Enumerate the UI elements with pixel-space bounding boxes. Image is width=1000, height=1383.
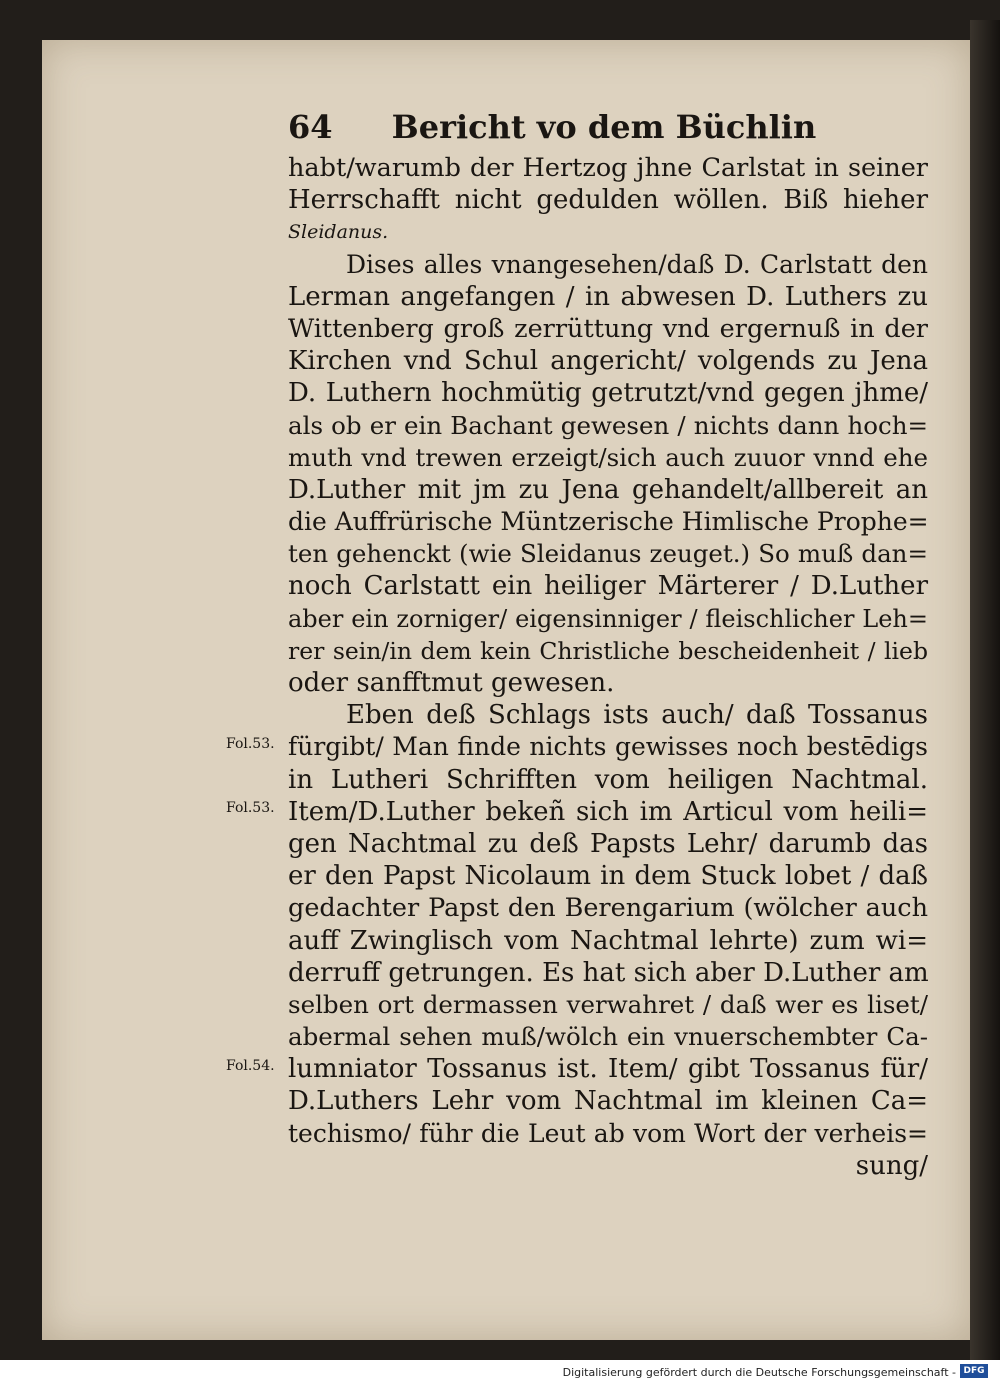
marginal-note: Fol.54. <box>226 1058 275 1074</box>
text-line: D.Luther mit jm zu Jena gehandelt/allbereit an <box>288 474 928 505</box>
dfg-logo-icon: DFG <box>960 1364 988 1378</box>
text-line: Lerman angefangen / in abwesen D. Luthers zu <box>288 281 928 312</box>
text-line: habt/warumb der Hertzog jhne Carlstat in seiner <box>288 153 928 183</box>
text-line: lumniator Tossanus ist. Item/ gibt Tossanus für/ <box>288 1054 928 1085</box>
text-line: fürgibt/ Man finde nichts gewisses noch bestēdigs <box>288 732 928 762</box>
text-line: als ob er ein Bachant gewesen / nichts dann hoch= <box>288 410 928 440</box>
text-line: Sleidanus. <box>288 221 389 244</box>
footer-credit: Digitalisierung gefördert durch die Deutsche Forschungsgemeinschaft - <box>562 1366 956 1379</box>
text-line: in Lutheri Schrifften vom heiligen Nachtmal. <box>288 764 928 795</box>
text-line: gedachter Papst den Berengarium (wölcher auch <box>288 893 928 924</box>
book-edge <box>970 20 1000 1360</box>
text-line: abermal sehen muß/wölch ein vnuerschembter Ca- <box>288 1022 928 1052</box>
text-line: gen Nachtmal zu deß Papsts Lehr/ darumb das <box>288 828 928 859</box>
text-line: oder sanfftmut gewesen. <box>288 668 615 698</box>
text-line: Herrschafft nicht gedulden wöllen. Biß hieher <box>288 185 928 216</box>
text-line: D. Luthern hochmütig getrutzt/vnd gegen jhme/ <box>288 378 928 409</box>
body-text <box>288 152 928 1182</box>
running-header <box>288 108 928 146</box>
text-line: noch Carlstatt ein heiliger Märterer / D.Luther <box>288 571 928 602</box>
text-line: die Auffrürische Müntzerische Himlische Prophe= <box>288 507 929 537</box>
page-number: 64 <box>288 108 333 146</box>
marginal-note: Fol.53. <box>226 800 275 816</box>
text-line: derruff getrungen. Es hat sich aber D.Luther am <box>288 957 929 988</box>
catchword: sung/ <box>855 1150 928 1181</box>
text-line: auff Zwinglisch vom Nachtmal lehrte) zum wi= <box>288 925 928 956</box>
text-line: muth vnd trewen erzeigt/sich auch zuuor vnnd ehe <box>288 442 928 472</box>
text-line: rer sein/in dem kein Christliche bescheidenheit / lieb <box>288 636 928 665</box>
text-line: Item/D.Luther bekeñ sich im Articul vom heili= <box>288 796 928 827</box>
text-line: selben ort dermassen verwahret / daß wer es liset/ <box>288 989 928 1019</box>
text-line: aber ein zorniger/ eigensinniger / fleischlicher Leh= <box>288 604 928 633</box>
text-line: Dises alles vnangesehen/daß D. Carlstatt den <box>346 249 928 279</box>
text-line: D.Luthers Lehr vom Nachtmal im kleinen Ca= <box>288 1086 928 1117</box>
text-line: Kirchen vnd Schul angericht/ volgends zu Jena <box>288 346 928 377</box>
text-line: er den Papst Nicolaum in dem Stuck lobet / daß <box>288 861 928 892</box>
running-head-title: Bericht vo dem Büchlin <box>391 108 817 146</box>
text-line: Eben deß Schlags ists auch/ daß Tossanus <box>346 700 928 731</box>
text-line: techismo/ führ die Leut ab vom Wort der verheis= <box>288 1118 928 1148</box>
text-line: Wittenberg groß zerrüttung vnd ergernuß in der <box>288 313 928 344</box>
marginal-note: Fol.53. <box>226 736 275 752</box>
text-line: ten gehenckt (wie Sleidanus zeuget.) So muß dan= <box>288 539 928 569</box>
